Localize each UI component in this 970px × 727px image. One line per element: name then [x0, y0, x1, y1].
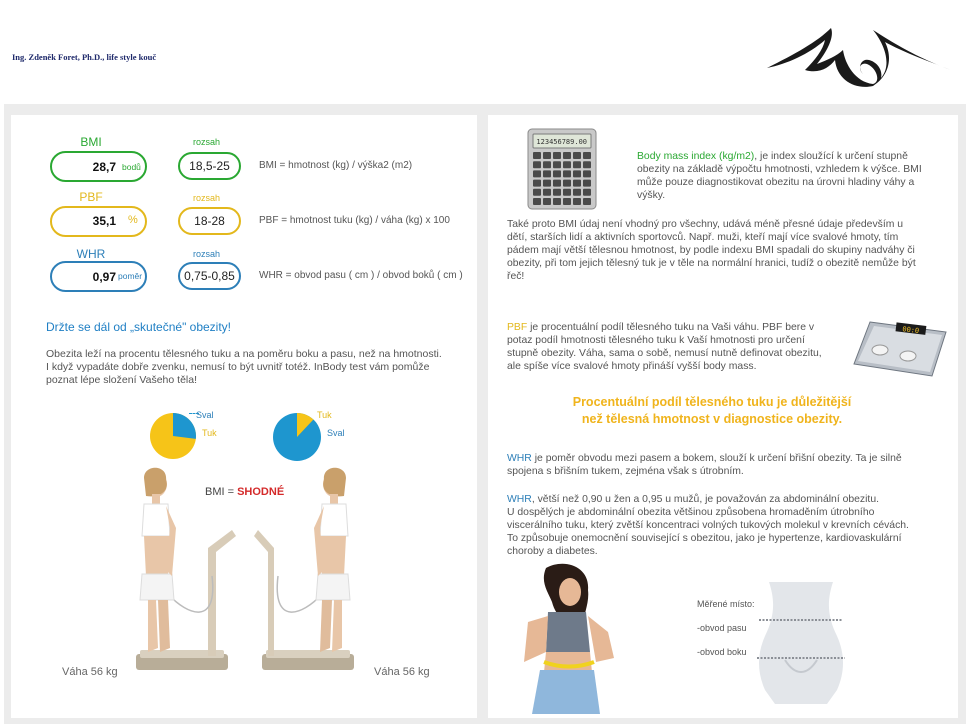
calculator-key	[563, 189, 571, 196]
pie-left-sval-label: Sval	[196, 410, 214, 420]
pie-right-tuk-label: Tuk	[317, 410, 332, 420]
left-paragraph: Obezita leží na procentu tělesného tuku a na poměru boku a pasu, než na hmotnosti. I když vypadáte dobře zvenku, nemusí to být uvnitř totéž. InBody test vám pomůže poznat lépe složení Vašeho těla!	[46, 348, 442, 386]
pie-right-sval-label: Sval	[327, 428, 345, 438]
calculator-key	[543, 189, 551, 196]
pbf-unit: %	[128, 214, 138, 226]
calculator-key	[543, 152, 551, 159]
calculator-key	[543, 170, 551, 177]
calculator-key	[583, 180, 591, 187]
bmi-value: 28,7	[92, 160, 116, 174]
calculator-key	[533, 161, 541, 168]
calculator-key	[563, 170, 571, 177]
body-scale-icon	[850, 318, 950, 380]
left-heading: Držte se dál od „skutečné" obezity!	[46, 320, 232, 334]
bmi-unit: bodů	[122, 162, 141, 172]
bmi-formula: BMI = hmotnost (kg) / výška2 (m2)	[259, 160, 413, 171]
calculator-key	[563, 198, 571, 205]
whr-value: 0,97	[92, 270, 116, 284]
calculator-key	[563, 152, 571, 159]
woman-measuring-waist	[510, 562, 620, 714]
logo	[765, 20, 953, 90]
pie-chart-right	[272, 412, 322, 464]
whr-range-label: rozsah	[193, 249, 221, 259]
weight-left-label: Váha 56 kg	[62, 666, 118, 678]
calculator-key	[573, 170, 581, 177]
whr-paragraph: WHR je poměr obvodu mezi pasem a bokem, slouží k určení břišní obezity. Ta je silně spojena s břišním tukem, zejména však s útrobním.	[507, 453, 902, 477]
calculator-key	[573, 161, 581, 168]
calculator-key	[533, 198, 541, 205]
calculator-key	[553, 180, 561, 187]
calculator-key	[553, 170, 561, 177]
pie-left-tuk-label: Tuk	[202, 428, 217, 438]
calculator-key	[533, 180, 541, 187]
calculator-key	[543, 161, 551, 168]
bmi-label: BMI	[80, 135, 102, 149]
pbf-term: PBF	[507, 322, 528, 333]
calculator-key	[553, 198, 561, 205]
pie-left-sval-slice	[173, 413, 196, 439]
calculator-key	[583, 161, 591, 168]
woman-on-scale-left	[128, 466, 238, 678]
bmi-range: 18,5-25	[178, 152, 241, 180]
whr-unit: poměr	[118, 271, 143, 281]
calculator-key	[563, 161, 571, 168]
calculator-display: 123456789.00	[536, 138, 587, 146]
pbf-range: 18-28	[178, 207, 241, 235]
scale-display: 00:0	[901, 325, 920, 336]
calculator-key	[533, 170, 541, 177]
body-silhouette-diagram	[755, 580, 847, 706]
calculator-key	[553, 189, 561, 196]
whr-range: 0,75-0,85	[178, 262, 241, 290]
whr-label: WHR	[76, 247, 106, 261]
whr2-paragraph: WHR, větší než 0,90 u žen a 0,95 u mužů, je považován za abdominální obezitu. U dospělých je abdominální obezita většinou způsobena hromaděním útrobního viscerálního tuku, který zvětší koncentraci volných tukových molekul v krevních cévách. To způsobuje onemocnění související s obezitou, jako je hypertenze, kardiovaskulární choroby a diabetes.	[507, 494, 909, 557]
header-author: Ing. Zdeněk Foret, Ph.D., life style kouč	[12, 52, 157, 62]
calculator-key	[533, 189, 541, 196]
whr-term: WHR	[507, 453, 532, 464]
whr2-term: WHR	[507, 494, 532, 505]
measure-waist-label: -obvod pasu	[697, 623, 747, 633]
calculator-key	[573, 189, 581, 196]
calculator-key	[573, 198, 581, 205]
calculator-icon	[527, 128, 597, 210]
calculator-key	[573, 180, 581, 187]
pbf-label: PBF	[79, 190, 103, 204]
calculator-key	[543, 198, 551, 205]
calculator-key	[583, 198, 591, 205]
woman-on-scale-right	[252, 466, 362, 678]
calculator-key	[533, 152, 541, 159]
pie-chart-left	[148, 410, 198, 462]
calculator-key	[553, 161, 561, 168]
measure-hips-label: -obvod boku	[697, 647, 747, 657]
bmi-description: Body mass index (kg/m2), je index sloužící k určení stupně obezity na základě výpočtu hmotnosti, vzhledem k výšce. BMI může pouze diagnostikovat obezitu na úrovni hladiny váhy a výšky.	[637, 151, 922, 201]
pbf-value: 35,1	[92, 214, 116, 228]
calculator-key	[553, 152, 561, 159]
calculator-key	[583, 189, 591, 196]
bmi-term: Body mass index (kg/m2)	[637, 151, 755, 162]
pbf-range-label: rozsah	[193, 193, 221, 203]
bmi-equal-text: BMI = SHODNÉ	[205, 486, 285, 498]
calculator-key	[573, 152, 581, 159]
calculator-key	[583, 170, 591, 177]
pbf-formula: PBF = hmotnost tuku (kg) / váha (kg) x 100	[259, 215, 450, 226]
calculator-key	[563, 180, 571, 187]
calculator-key	[543, 180, 551, 187]
measure-title: Měřené místo:	[697, 599, 755, 609]
calculator-key	[583, 152, 591, 159]
pbf-paragraph: PBF je procentuální podíl tělesného tuku na Vaši váhu. PBF bere v potaz podíl hmotnosti tělesného tuku k Vaší hmotnosti pro určení stupně obezity. Váha, sama o sobě, nemusí nutně definovat obezitu, ale spíše více svalové hmoty přináší vyšší body mass.	[507, 322, 822, 372]
bmi-range-label: rozsah	[193, 137, 221, 147]
bmi-equal-word: SHODNÉ	[237, 486, 285, 498]
whr-formula: WHR = obvod pasu ( cm ) / obvod boků ( cm )	[259, 270, 463, 281]
bmi-paragraph: Také proto BMI údaj není vhodný pro všechny, udává méně přesné údaje především u dětí, starších lidí a aktivních sportovců. Např. muži, kteří mají více svalové hmoty, tím pádem mají větší tělesnou hmotnost, by podle indexu BMI spadali do skupiny nadváhy či obezity, při tom jejich tělesný tuk je v těle na normální hranici, tudíž o obezitě nemůže být řeč!	[507, 219, 916, 282]
highlight-text: Procentuální podíl tělesného tuku je důležitější než tělesná hmotnost v diagnostice obezity.	[572, 395, 852, 426]
weight-right-label: Váha 56 kg	[374, 666, 430, 678]
